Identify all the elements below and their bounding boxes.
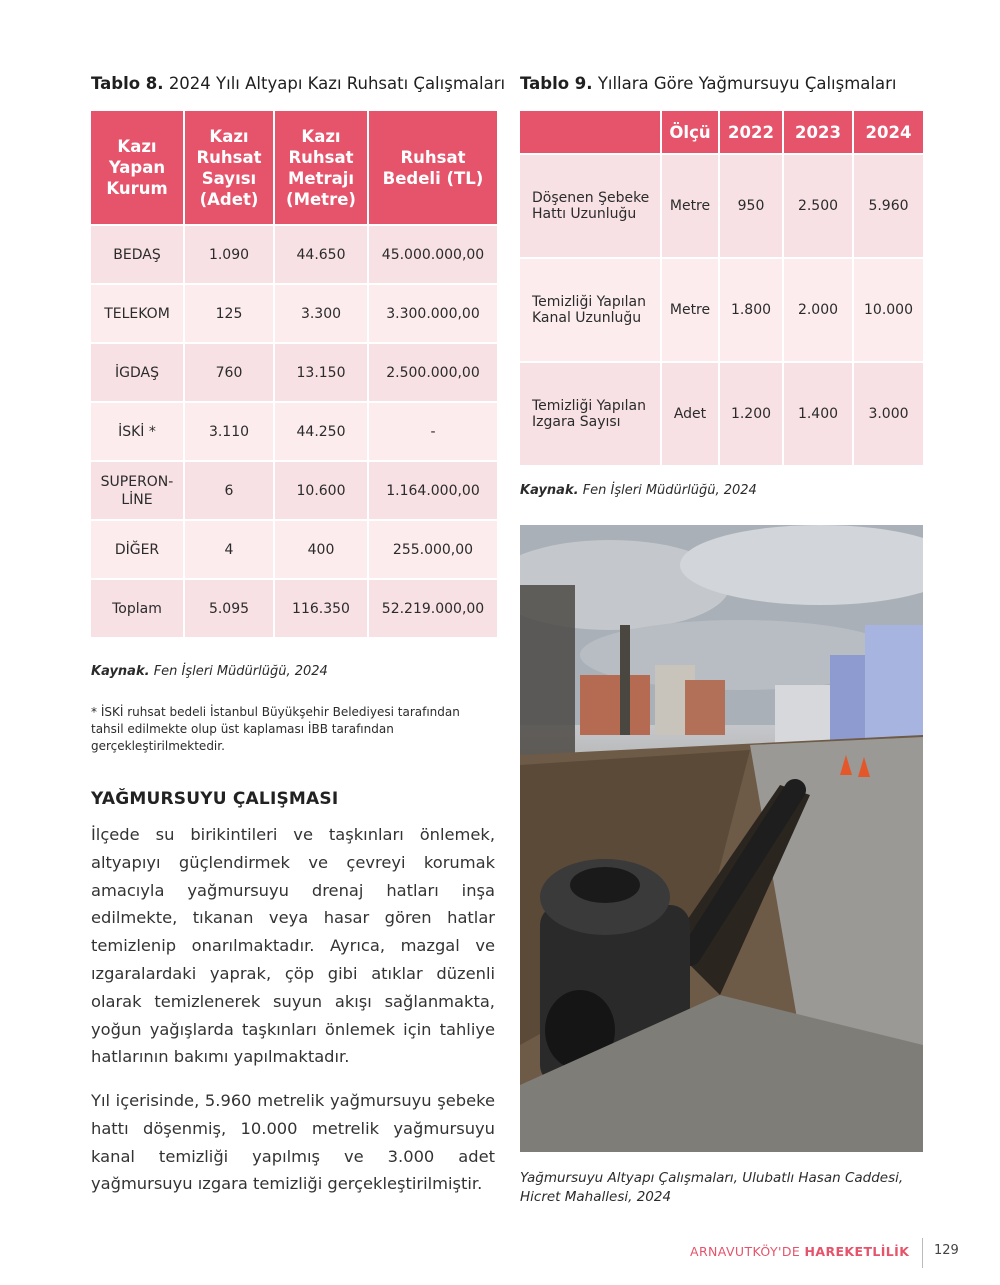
table9-header-cell: 2024 xyxy=(854,111,923,153)
table8-header-cell: Kazı Ruhsat Metrajı (Metre) xyxy=(275,111,367,224)
table-cell: 1.200 xyxy=(720,363,782,465)
table-cell: 5.095 xyxy=(185,580,273,637)
source-text: Fen İşleri Müdürlüğü, 2024 xyxy=(153,664,328,679)
table-cell: TELEKOM xyxy=(91,285,183,342)
table-cell: 52.219.000,00 xyxy=(369,580,497,637)
table9-source xyxy=(520,483,757,498)
table9 xyxy=(518,109,925,467)
table-cell: 2.500.000,00 xyxy=(369,344,497,401)
table-cell: 950 xyxy=(720,155,782,257)
table-cell: 13.150 xyxy=(275,344,367,401)
table9-header-cell: 2023 xyxy=(784,111,852,153)
table-cell: 1.090 xyxy=(185,226,273,283)
table-cell: 45.000.000,00 xyxy=(369,226,497,283)
table-row xyxy=(91,462,497,519)
table-cell: 1.800 xyxy=(720,259,782,361)
section-heading: YAĞMURSUYU ÇALIŞMASI xyxy=(91,789,339,809)
source-label: Kaynak. xyxy=(91,664,150,679)
construction-photo-illustration xyxy=(520,525,923,1152)
table-cell: Metre xyxy=(662,259,718,361)
table-cell: Metre xyxy=(662,155,718,257)
table9-header-cell xyxy=(520,111,660,153)
table-cell: 4 xyxy=(185,521,273,578)
table-cell: 3.300.000,00 xyxy=(369,285,497,342)
footer-left: ARNAVUTKÖY'DE xyxy=(690,1244,801,1259)
table-cell: 1.164.000,00 xyxy=(369,462,497,519)
table-row-total xyxy=(91,580,497,637)
table-row xyxy=(91,285,497,342)
table-cell: DİĞER xyxy=(91,521,183,578)
footer-divider xyxy=(922,1238,923,1268)
table-cell: 44.250 xyxy=(275,403,367,460)
table-row xyxy=(520,155,923,257)
construction-photo xyxy=(520,525,923,1152)
photo-caption: Yağmursuyu Altyapı Çalışmaları, Ulubatlı Hasan Caddesi, Hicret Mahallesi, 2024 xyxy=(520,1170,904,1205)
table-cell: Döşenen Şebeke Hattı Uzunluğu xyxy=(520,155,660,257)
source-label: Kaynak. xyxy=(520,483,579,498)
table9-title: Yıllara Göre Yağmursuyu Çalışmaları xyxy=(597,74,897,93)
table-cell: 44.650 xyxy=(275,226,367,283)
table8-header-cell: Kazı Ruhsat Sayısı (Adet) xyxy=(185,111,273,224)
table8-title: 2024 Yılı Altyapı Kazı Ruhsatı Çalışmaları xyxy=(168,74,506,93)
section-paragraph-1: İlçede su birikintileri ve taşkınları önlemek, altyapıyı güçlendirmek ve çevreyi korumak amacıyla yağmursuyu drenaj hatları inşa edilmekte, tıkanan veya hasar gören hatlar temizlenip onarılmaktadır. Ayrıca, mazgal ve ızgaralardaki yaprak, çöp gibi atıklar düzenli olarak temizlenerek suyun akışı sağlanmakta, yoğun yağışlarda taşkınları önlemek için tahliye hatlarının bakımı yapılmaktadır. xyxy=(91,825,495,1067)
table-cell: 5.960 xyxy=(854,155,923,257)
table-cell: 2.000 xyxy=(784,259,852,361)
table-cell: 116.350 xyxy=(275,580,367,637)
table-cell: 3.110 xyxy=(185,403,273,460)
table9-header-cell: 2022 xyxy=(720,111,782,153)
table8-footnote: * İSKİ ruhsat bedeli İstanbul Büyükşehir Belediyesi tarafından tahsil edilmekte olup üst kaplaması İBB tarafından gerçekleştirilmektedir. xyxy=(91,705,460,753)
table9-header-cell: Ölçü xyxy=(662,111,718,153)
table9-header-row xyxy=(520,111,923,153)
source-text: Fen İşleri Müdürlüğü, 2024 xyxy=(582,483,757,498)
table8-header-cell: Kazı Yapan Kurum xyxy=(91,111,183,224)
table-cell: 125 xyxy=(185,285,273,342)
table-cell: 10.000 xyxy=(854,259,923,361)
table-cell: İSKİ * xyxy=(91,403,183,460)
table-row xyxy=(91,403,497,460)
table-row xyxy=(91,344,497,401)
table-cell: 760 xyxy=(185,344,273,401)
table8-header-row xyxy=(91,111,497,224)
table-cell: 255.000,00 xyxy=(369,521,497,578)
footer-running-title xyxy=(690,1244,909,1259)
table9-label: Tablo 9. xyxy=(520,74,593,93)
table8 xyxy=(89,109,499,639)
table-cell: Temizliği Yapılan Izgara Sayısı xyxy=(520,363,660,465)
table-cell: BEDAŞ xyxy=(91,226,183,283)
table8-header-cell: Ruhsat Bedeli (TL) xyxy=(369,111,497,224)
table-cell: 2.500 xyxy=(784,155,852,257)
table-cell: Temizliği Yapılan Kanal Uzunluğu xyxy=(520,259,660,361)
table8-label: Tablo 8. xyxy=(91,74,164,93)
table-cell: İGDAŞ xyxy=(91,344,183,401)
section-paragraph-2: Yıl içerisinde, 5.960 metrelik yağmursuyu şebeke hattı döşenmiş, 10.000 metrelik yağmursuyu kanal temizliği yapılmış ve 3.000 adet yağmursuyu ızgara temizliği gerçekleştirilmiştir. xyxy=(91,1091,495,1194)
table-cell: - xyxy=(369,403,497,460)
table-cell: 3.000 xyxy=(854,363,923,465)
table-cell: 6 xyxy=(185,462,273,519)
footer-right: HAREKETLİLİK xyxy=(804,1244,910,1259)
page-number: 129 xyxy=(934,1243,959,1258)
table-row xyxy=(91,226,497,283)
table-row xyxy=(520,363,923,465)
table8-caption xyxy=(91,74,505,93)
table-cell: 1.400 xyxy=(784,363,852,465)
table-cell: 3.300 xyxy=(275,285,367,342)
table-cell: Adet xyxy=(662,363,718,465)
table-row xyxy=(520,259,923,361)
table-cell: Toplam xyxy=(91,580,183,637)
table-cell: 10.600 xyxy=(275,462,367,519)
table8-source xyxy=(91,664,328,679)
table-cell: SUPERON- LİNE xyxy=(91,462,183,519)
table-cell: 400 xyxy=(275,521,367,578)
table-row xyxy=(91,521,497,578)
table9-caption xyxy=(520,74,896,93)
